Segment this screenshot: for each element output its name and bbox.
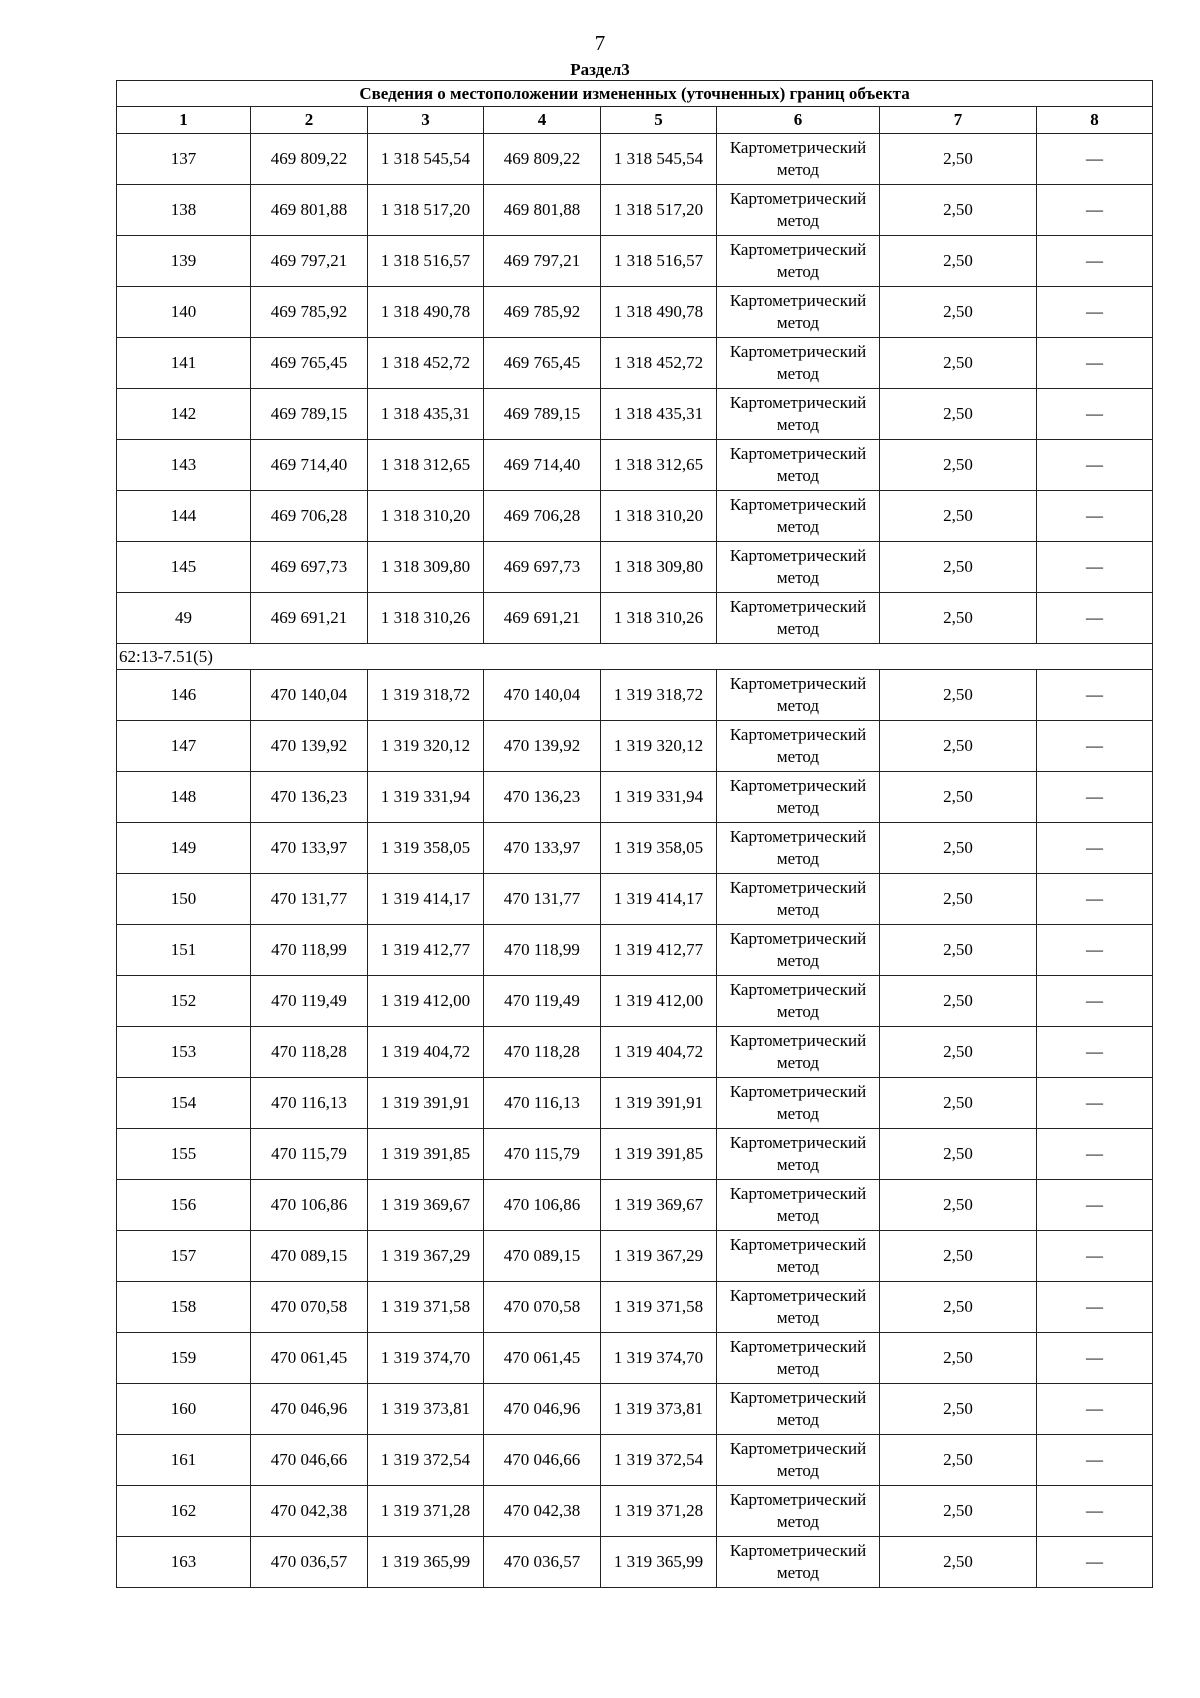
cell-x-existing: 470 036,57 <box>251 1537 368 1588</box>
table-row <box>117 389 1153 440</box>
cell-y-new: 1 319 414,17 <box>601 874 717 925</box>
cell-description: — <box>1037 823 1153 874</box>
cell-description: — <box>1037 874 1153 925</box>
table-title-row <box>117 81 1153 107</box>
cell-y-existing: 1 319 320,12 <box>368 721 484 772</box>
cell-accuracy: 2,50 <box>880 542 1037 593</box>
cell-accuracy: 2,50 <box>880 976 1037 1027</box>
cell-point-number: 137 <box>117 134 251 185</box>
cell-description: — <box>1037 389 1153 440</box>
cell-x-existing: 469 801,88 <box>251 185 368 236</box>
cell-y-new: 1 318 310,20 <box>601 491 717 542</box>
cell-method: Картометрический метод <box>717 976 880 1027</box>
cell-point-number: 157 <box>117 1231 251 1282</box>
cell-accuracy: 2,50 <box>880 1486 1037 1537</box>
cell-y-new: 1 318 517,20 <box>601 185 717 236</box>
cell-x-new: 469 714,40 <box>484 440 601 491</box>
cell-y-existing: 1 318 452,72 <box>368 338 484 389</box>
cell-y-new: 1 319 320,12 <box>601 721 717 772</box>
cell-x-existing: 470 118,99 <box>251 925 368 976</box>
cell-x-new: 470 115,79 <box>484 1129 601 1180</box>
table-row <box>117 976 1153 1027</box>
cell-method: Картометрический метод <box>717 772 880 823</box>
cell-method: Картометрический метод <box>717 389 880 440</box>
cell-description: — <box>1037 134 1153 185</box>
cell-x-existing: 469 765,45 <box>251 338 368 389</box>
cell-accuracy: 2,50 <box>880 1384 1037 1435</box>
table-row <box>117 1129 1153 1180</box>
cell-y-new: 1 318 452,72 <box>601 338 717 389</box>
cell-y-new: 1 319 369,67 <box>601 1180 717 1231</box>
cell-x-existing: 470 139,92 <box>251 721 368 772</box>
section-title: Раздел3 <box>570 60 630 79</box>
cell-x-new: 470 140,04 <box>484 670 601 721</box>
cell-accuracy: 2,50 <box>880 1078 1037 1129</box>
cell-y-new: 1 319 391,85 <box>601 1129 717 1180</box>
cell-x-new: 469 691,21 <box>484 593 601 644</box>
cell-x-new: 470 133,97 <box>484 823 601 874</box>
cell-point-number: 152 <box>117 976 251 1027</box>
table-row <box>117 491 1153 542</box>
cell-x-existing: 470 119,49 <box>251 976 368 1027</box>
table-row <box>117 1333 1153 1384</box>
cell-accuracy: 2,50 <box>880 236 1037 287</box>
table-row <box>117 593 1153 644</box>
cell-description: — <box>1037 721 1153 772</box>
cell-y-existing: 1 319 404,72 <box>368 1027 484 1078</box>
cell-y-existing: 1 318 490,78 <box>368 287 484 338</box>
cell-x-new: 470 046,96 <box>484 1384 601 1435</box>
column-number-7: 7 <box>880 107 1037 134</box>
boundary-coordinates-table <box>116 80 1153 1588</box>
cell-method: Картометрический метод <box>717 721 880 772</box>
cell-point-number: 160 <box>117 1384 251 1435</box>
cell-x-existing: 470 042,38 <box>251 1486 368 1537</box>
cell-method: Картометрический метод <box>717 874 880 925</box>
cell-accuracy: 2,50 <box>880 338 1037 389</box>
cell-description: — <box>1037 1537 1153 1588</box>
cell-point-number: 149 <box>117 823 251 874</box>
cell-description: — <box>1037 925 1153 976</box>
cell-y-new: 1 319 371,28 <box>601 1486 717 1537</box>
cell-x-existing: 469 697,73 <box>251 542 368 593</box>
cell-method: Картометрический метод <box>717 1027 880 1078</box>
cell-x-new: 469 765,45 <box>484 338 601 389</box>
table-row <box>117 1282 1153 1333</box>
cell-accuracy: 2,50 <box>880 1537 1037 1588</box>
cell-accuracy: 2,50 <box>880 1435 1037 1486</box>
cell-method: Картометрический метод <box>717 1537 880 1588</box>
cell-method: Картометрический метод <box>717 1384 880 1435</box>
cell-y-new: 1 318 435,31 <box>601 389 717 440</box>
cell-y-new: 1 319 412,00 <box>601 976 717 1027</box>
table-row <box>117 185 1153 236</box>
cell-y-new: 1 319 318,72 <box>601 670 717 721</box>
cell-accuracy: 2,50 <box>880 389 1037 440</box>
cell-y-new: 1 318 490,78 <box>601 287 717 338</box>
cell-y-new: 1 318 309,80 <box>601 542 717 593</box>
cell-method: Картометрический метод <box>717 185 880 236</box>
cell-y-new: 1 319 371,58 <box>601 1282 717 1333</box>
cell-method: Картометрический метод <box>717 491 880 542</box>
cell-y-new: 1 319 365,99 <box>601 1537 717 1588</box>
cell-description: — <box>1037 185 1153 236</box>
cell-description: — <box>1037 1180 1153 1231</box>
table-row <box>117 670 1153 721</box>
cell-method: Картометрический метод <box>717 1231 880 1282</box>
cell-x-existing: 469 785,92 <box>251 287 368 338</box>
cell-point-number: 141 <box>117 338 251 389</box>
cell-method: Картометрический метод <box>717 1486 880 1537</box>
cell-point-number: 162 <box>117 1486 251 1537</box>
column-number-8: 8 <box>1037 107 1153 134</box>
cell-y-existing: 1 318 310,26 <box>368 593 484 644</box>
cell-method: Картометрический метод <box>717 338 880 389</box>
cell-method: Картометрический метод <box>717 542 880 593</box>
cell-x-existing: 470 046,66 <box>251 1435 368 1486</box>
column-number-4: 4 <box>484 107 601 134</box>
cell-description: — <box>1037 1027 1153 1078</box>
cell-point-number: 143 <box>117 440 251 491</box>
cell-accuracy: 2,50 <box>880 1333 1037 1384</box>
cell-description: — <box>1037 772 1153 823</box>
column-number-3: 3 <box>368 107 484 134</box>
cell-method: Картометрический метод <box>717 1180 880 1231</box>
cell-method: Картометрический метод <box>717 670 880 721</box>
cell-y-existing: 1 318 312,65 <box>368 440 484 491</box>
cell-point-number: 159 <box>117 1333 251 1384</box>
cell-x-new: 469 809,22 <box>484 134 601 185</box>
cell-accuracy: 2,50 <box>880 491 1037 542</box>
cell-y-existing: 1 319 412,77 <box>368 925 484 976</box>
cell-x-existing: 469 706,28 <box>251 491 368 542</box>
table-row <box>117 1027 1153 1078</box>
cell-y-new: 1 319 372,54 <box>601 1435 717 1486</box>
cell-point-number: 142 <box>117 389 251 440</box>
cell-x-new: 469 785,92 <box>484 287 601 338</box>
cell-x-new: 470 131,77 <box>484 874 601 925</box>
cell-point-number: 155 <box>117 1129 251 1180</box>
cell-point-number: 145 <box>117 542 251 593</box>
table-row <box>117 1537 1153 1588</box>
table-row <box>117 823 1153 874</box>
cell-description: — <box>1037 338 1153 389</box>
cell-accuracy: 2,50 <box>880 1027 1037 1078</box>
column-number-2: 2 <box>251 107 368 134</box>
cell-x-existing: 470 131,77 <box>251 874 368 925</box>
cell-x-new: 470 070,58 <box>484 1282 601 1333</box>
cell-description: — <box>1037 1384 1153 1435</box>
table-row <box>117 1486 1153 1537</box>
table-row <box>117 287 1153 338</box>
cell-y-existing: 1 319 374,70 <box>368 1333 484 1384</box>
cell-point-number: 147 <box>117 721 251 772</box>
cell-accuracy: 2,50 <box>880 1180 1037 1231</box>
cell-method: Картометрический метод <box>717 593 880 644</box>
column-number-1: 1 <box>117 107 251 134</box>
cell-accuracy: 2,50 <box>880 721 1037 772</box>
cell-point-number: 138 <box>117 185 251 236</box>
cell-y-existing: 1 319 391,91 <box>368 1078 484 1129</box>
cell-x-new: 469 797,21 <box>484 236 601 287</box>
cell-method: Картометрический метод <box>717 287 880 338</box>
cell-x-existing: 470 140,04 <box>251 670 368 721</box>
column-number-6: 6 <box>717 107 880 134</box>
cell-description: — <box>1037 1078 1153 1129</box>
cell-y-existing: 1 318 545,54 <box>368 134 484 185</box>
cell-y-existing: 1 319 412,00 <box>368 976 484 1027</box>
cell-accuracy: 2,50 <box>880 1282 1037 1333</box>
cell-accuracy: 2,50 <box>880 823 1037 874</box>
cell-x-new: 470 046,66 <box>484 1435 601 1486</box>
cell-x-new: 470 061,45 <box>484 1333 601 1384</box>
table-row <box>117 925 1153 976</box>
group-label: 62:13-7.51(5) <box>117 644 1153 670</box>
cell-point-number: 154 <box>117 1078 251 1129</box>
table-body <box>117 134 1153 1588</box>
cell-x-existing: 470 061,45 <box>251 1333 368 1384</box>
table-row <box>117 874 1153 925</box>
table-group-row <box>117 644 1153 670</box>
cell-y-existing: 1 319 391,85 <box>368 1129 484 1180</box>
cell-method: Картометрический метод <box>717 823 880 874</box>
cell-y-existing: 1 318 517,20 <box>368 185 484 236</box>
cell-y-new: 1 318 312,65 <box>601 440 717 491</box>
cell-y-existing: 1 319 414,17 <box>368 874 484 925</box>
cell-x-new: 470 139,92 <box>484 721 601 772</box>
table-row <box>117 542 1153 593</box>
cell-point-number: 163 <box>117 1537 251 1588</box>
cell-method: Картометрический метод <box>717 1078 880 1129</box>
cell-x-existing: 470 115,79 <box>251 1129 368 1180</box>
cell-point-number: 151 <box>117 925 251 976</box>
cell-y-existing: 1 319 371,28 <box>368 1486 484 1537</box>
cell-x-new: 470 036,57 <box>484 1537 601 1588</box>
cell-x-existing: 470 046,96 <box>251 1384 368 1435</box>
cell-y-existing: 1 319 373,81 <box>368 1384 484 1435</box>
table-row <box>117 1180 1153 1231</box>
cell-x-new: 469 706,28 <box>484 491 601 542</box>
cell-x-existing: 470 089,15 <box>251 1231 368 1282</box>
cell-method: Картометрический метод <box>717 236 880 287</box>
cell-y-existing: 1 319 331,94 <box>368 772 484 823</box>
cell-point-number: 153 <box>117 1027 251 1078</box>
cell-x-new: 470 118,99 <box>484 925 601 976</box>
cell-x-existing: 470 133,97 <box>251 823 368 874</box>
cell-description: — <box>1037 976 1153 1027</box>
cell-accuracy: 2,50 <box>880 185 1037 236</box>
cell-y-new: 1 319 374,70 <box>601 1333 717 1384</box>
cell-accuracy: 2,50 <box>880 287 1037 338</box>
column-numbers-row <box>117 107 1153 134</box>
cell-point-number: 148 <box>117 772 251 823</box>
cell-y-existing: 1 318 310,20 <box>368 491 484 542</box>
cell-description: — <box>1037 1129 1153 1180</box>
cell-y-existing: 1 319 365,99 <box>368 1537 484 1588</box>
cell-description: — <box>1037 1486 1153 1537</box>
cell-y-new: 1 318 310,26 <box>601 593 717 644</box>
table-row <box>117 236 1153 287</box>
cell-x-new: 470 089,15 <box>484 1231 601 1282</box>
table-row <box>117 772 1153 823</box>
cell-y-new: 1 319 373,81 <box>601 1384 717 1435</box>
cell-description: — <box>1037 491 1153 542</box>
cell-x-new: 470 042,38 <box>484 1486 601 1537</box>
cell-method: Картометрический метод <box>717 440 880 491</box>
table-row <box>117 1078 1153 1129</box>
cell-x-new: 469 789,15 <box>484 389 601 440</box>
cell-point-number: 161 <box>117 1435 251 1486</box>
cell-accuracy: 2,50 <box>880 772 1037 823</box>
cell-description: — <box>1037 1333 1153 1384</box>
cell-description: — <box>1037 287 1153 338</box>
cell-x-existing: 470 070,58 <box>251 1282 368 1333</box>
cell-method: Картометрический метод <box>717 134 880 185</box>
cell-y-existing: 1 319 371,58 <box>368 1282 484 1333</box>
cell-point-number: 158 <box>117 1282 251 1333</box>
cell-y-existing: 1 319 372,54 <box>368 1435 484 1486</box>
cell-y-existing: 1 318 435,31 <box>368 389 484 440</box>
cell-point-number: 146 <box>117 670 251 721</box>
cell-method: Картометрический метод <box>717 1129 880 1180</box>
cell-accuracy: 2,50 <box>880 440 1037 491</box>
page-number: 7 <box>594 31 606 55</box>
cell-y-existing: 1 318 516,57 <box>368 236 484 287</box>
cell-x-existing: 470 106,86 <box>251 1180 368 1231</box>
cell-x-new: 470 106,86 <box>484 1180 601 1231</box>
cell-x-new: 469 697,73 <box>484 542 601 593</box>
cell-x-new: 469 801,88 <box>484 185 601 236</box>
cell-x-existing: 469 691,21 <box>251 593 368 644</box>
cell-y-existing: 1 319 367,29 <box>368 1231 484 1282</box>
cell-y-new: 1 318 545,54 <box>601 134 717 185</box>
table-row <box>117 721 1153 772</box>
cell-y-new: 1 318 516,57 <box>601 236 717 287</box>
table-row <box>117 1435 1153 1486</box>
cell-description: — <box>1037 1282 1153 1333</box>
cell-accuracy: 2,50 <box>880 1231 1037 1282</box>
cell-description: — <box>1037 542 1153 593</box>
cell-x-new: 470 118,28 <box>484 1027 601 1078</box>
cell-point-number: 140 <box>117 287 251 338</box>
cell-y-existing: 1 318 309,80 <box>368 542 484 593</box>
table-row <box>117 1231 1153 1282</box>
cell-y-new: 1 319 391,91 <box>601 1078 717 1129</box>
cell-method: Картометрический метод <box>717 1333 880 1384</box>
cell-method: Картометрический метод <box>717 925 880 976</box>
cell-x-existing: 470 116,13 <box>251 1078 368 1129</box>
cell-description: — <box>1037 440 1153 491</box>
cell-accuracy: 2,50 <box>880 593 1037 644</box>
cell-x-new: 470 119,49 <box>484 976 601 1027</box>
table-row <box>117 440 1153 491</box>
cell-description: — <box>1037 236 1153 287</box>
cell-description: — <box>1037 1231 1153 1282</box>
cell-x-existing: 469 797,21 <box>251 236 368 287</box>
cell-y-new: 1 319 358,05 <box>601 823 717 874</box>
cell-accuracy: 2,50 <box>880 1129 1037 1180</box>
cell-description: — <box>1037 593 1153 644</box>
cell-x-new: 470 136,23 <box>484 772 601 823</box>
cell-accuracy: 2,50 <box>880 670 1037 721</box>
cell-point-number: 144 <box>117 491 251 542</box>
cell-point-number: 49 <box>117 593 251 644</box>
cell-x-new: 470 116,13 <box>484 1078 601 1129</box>
cell-accuracy: 2,50 <box>880 925 1037 976</box>
cell-method: Картометрический метод <box>717 1435 880 1486</box>
cell-point-number: 156 <box>117 1180 251 1231</box>
table-row <box>117 338 1153 389</box>
table-row <box>117 1384 1153 1435</box>
cell-y-new: 1 319 412,77 <box>601 925 717 976</box>
cell-point-number: 150 <box>117 874 251 925</box>
cell-y-new: 1 319 367,29 <box>601 1231 717 1282</box>
cell-y-new: 1 319 331,94 <box>601 772 717 823</box>
table-row <box>117 134 1153 185</box>
cell-x-existing: 469 809,22 <box>251 134 368 185</box>
table-title: Сведения о местоположении измененных (уточненных) границ объекта <box>117 81 1153 107</box>
cell-accuracy: 2,50 <box>880 134 1037 185</box>
cell-y-existing: 1 319 318,72 <box>368 670 484 721</box>
cell-y-new: 1 319 404,72 <box>601 1027 717 1078</box>
cell-y-existing: 1 319 358,05 <box>368 823 484 874</box>
cell-description: — <box>1037 670 1153 721</box>
table-header <box>117 81 1153 134</box>
cell-description: — <box>1037 1435 1153 1486</box>
cell-accuracy: 2,50 <box>880 874 1037 925</box>
cell-y-existing: 1 319 369,67 <box>368 1180 484 1231</box>
cell-x-existing: 470 118,28 <box>251 1027 368 1078</box>
cell-x-existing: 469 789,15 <box>251 389 368 440</box>
column-number-5: 5 <box>601 107 717 134</box>
cell-x-existing: 469 714,40 <box>251 440 368 491</box>
cell-method: Картометрический метод <box>717 1282 880 1333</box>
cell-x-existing: 470 136,23 <box>251 772 368 823</box>
boundary-table-container <box>116 80 1152 1588</box>
cell-point-number: 139 <box>117 236 251 287</box>
